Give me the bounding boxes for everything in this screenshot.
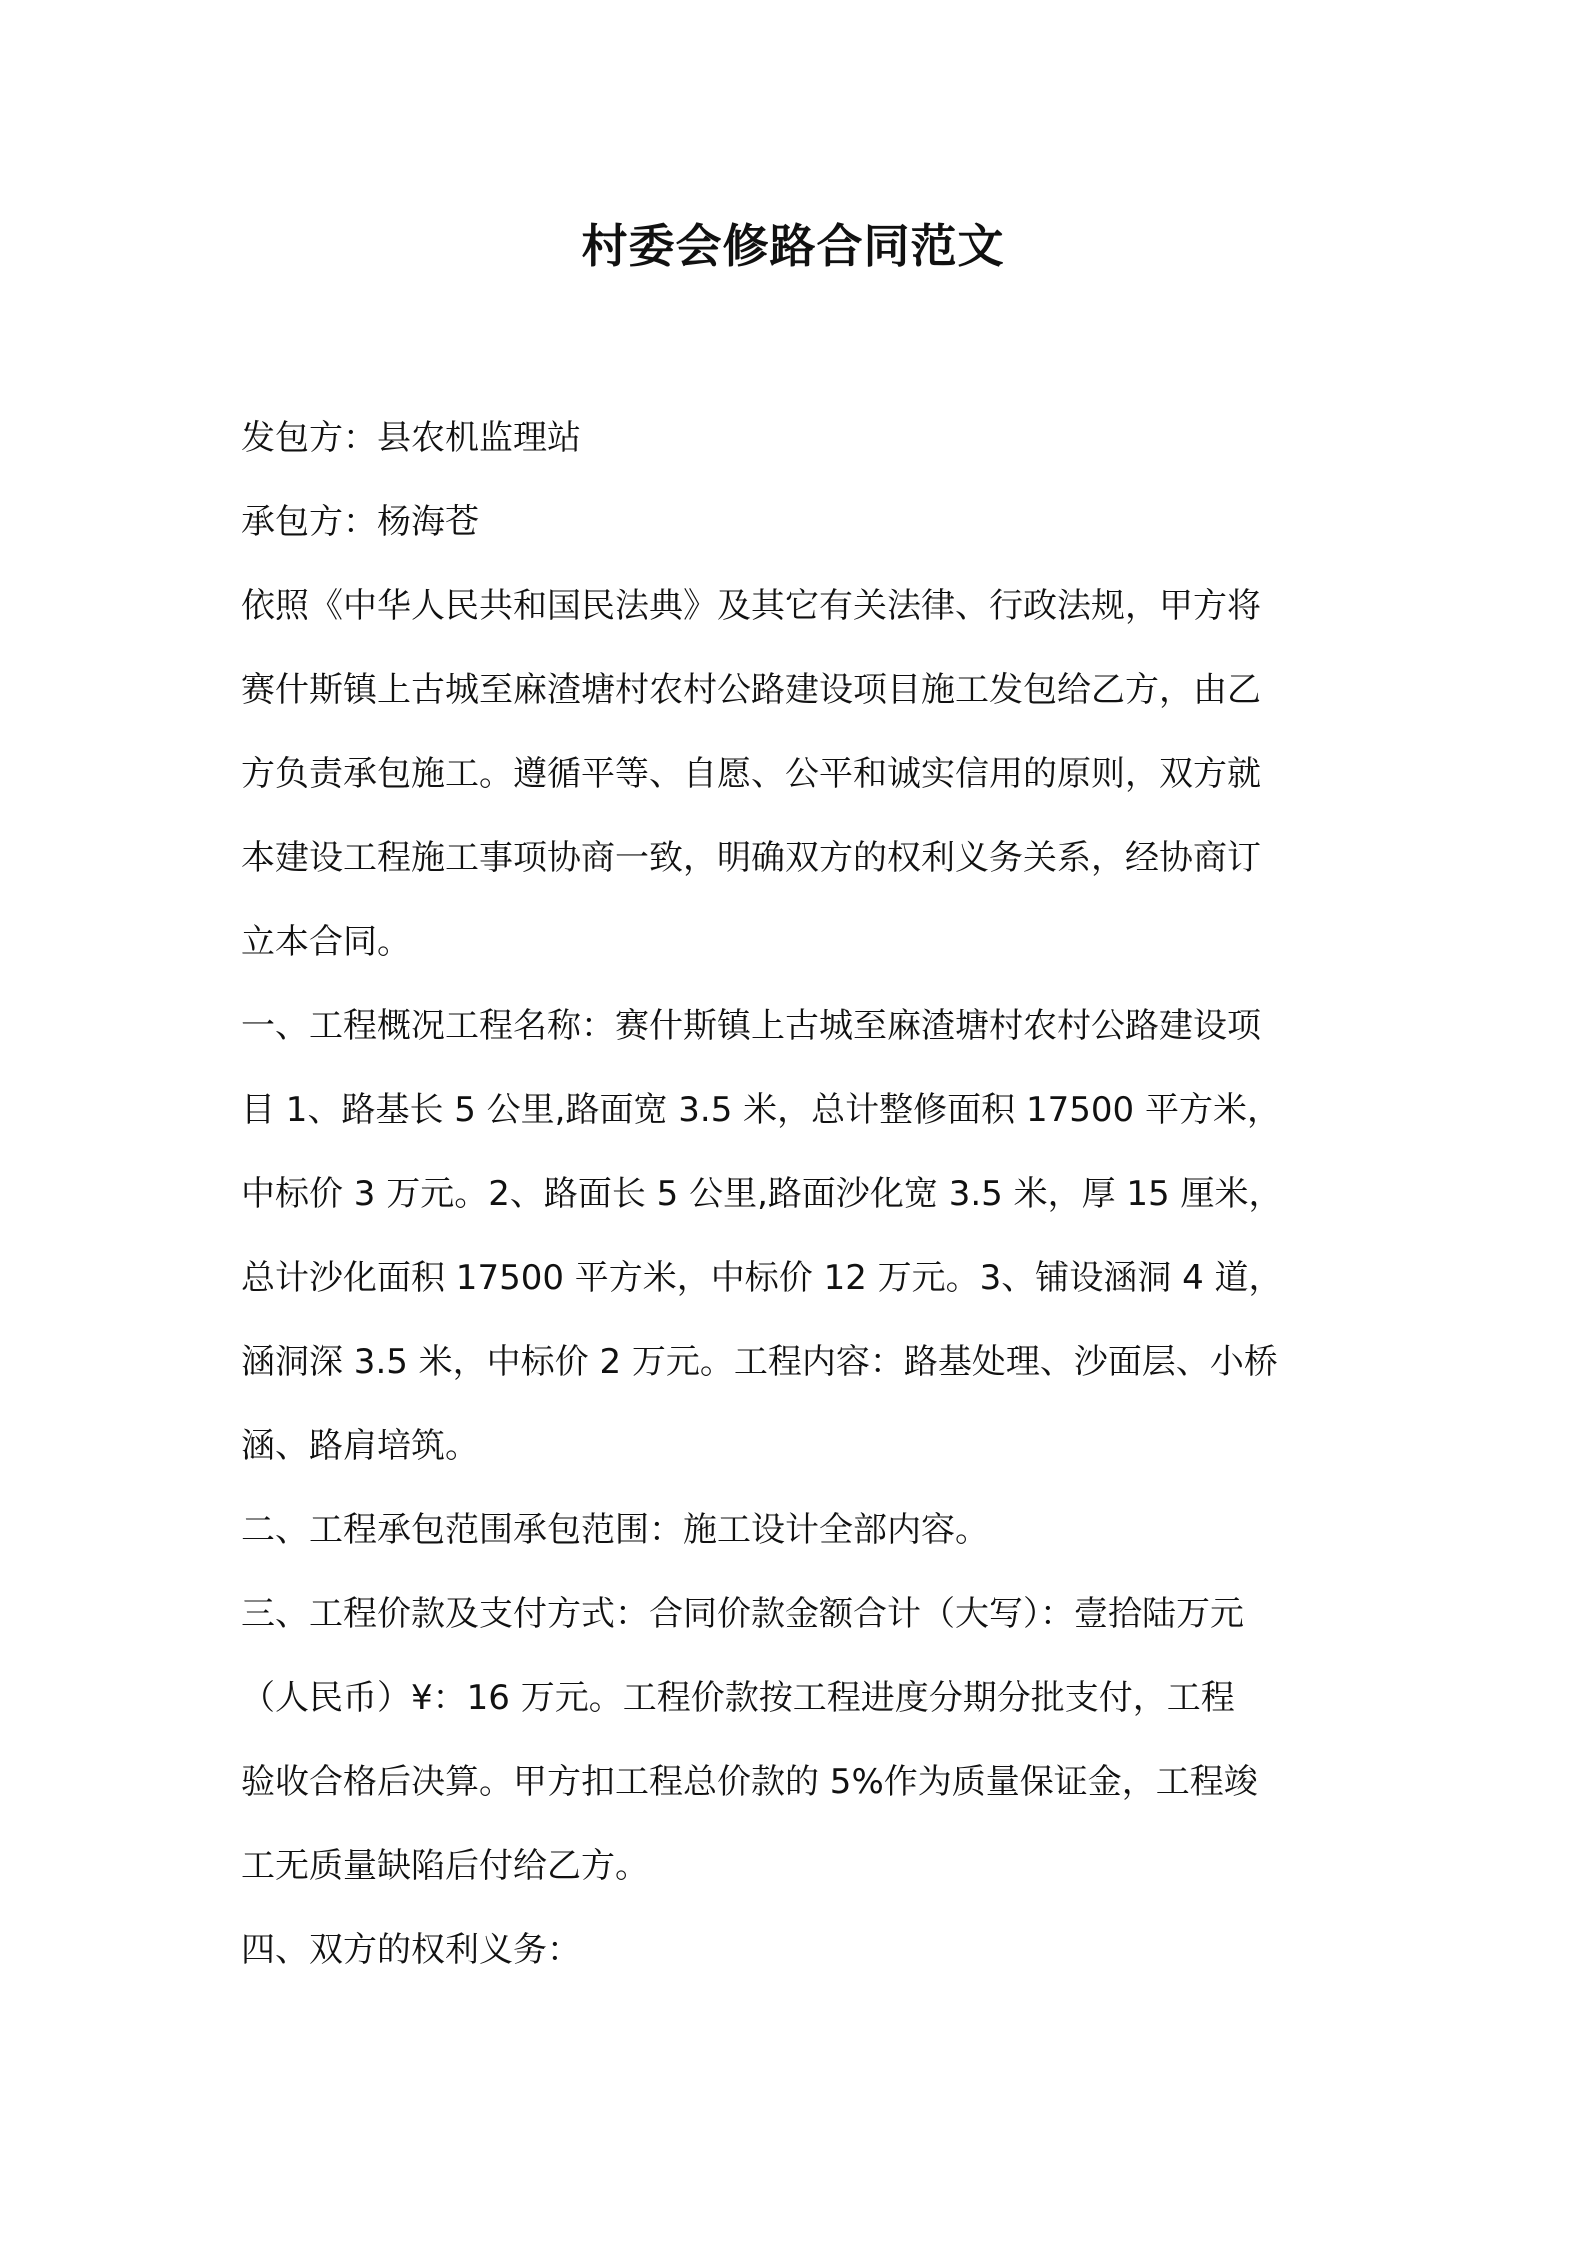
section-three-line: 验收合格后决算。甲方扣工程总价款的 5%作为质量保证金，工程竣 bbox=[241, 1762, 1258, 1802]
document-body bbox=[241, 396, 1353, 1992]
intro-paragraph-line: 赛什斯镇上古城至麻渣塘村农村公路建设项目施工发包给乙方，由乙 bbox=[241, 670, 1261, 710]
intro-paragraph-line: 依照《中华人民共和国民法典》及其它有关法律、行政法规，甲方将 bbox=[241, 586, 1261, 626]
section-one-line: 涵、路肩培筑。 bbox=[241, 1426, 479, 1466]
section-three-line: 三、工程价款及支付方式：合同价款金额合计（大写）：壹拾陆万元 bbox=[241, 1594, 1244, 1634]
section-one-line: 总计沙化面积 17500 平方米，中标价 12 万元。3、铺设涵洞 4 道， bbox=[241, 1258, 1283, 1298]
contractor-receiver-line: 承包方：杨海苍 bbox=[241, 502, 479, 542]
section-three-line: 工无质量缺陷后付给乙方。 bbox=[241, 1846, 649, 1886]
section-one-line: 目 1、路基长 5 公里,路面宽 3.5 米，总计整修面积 17500 平方米， bbox=[241, 1090, 1281, 1130]
section-four-heading: 四、双方的权利义务： bbox=[241, 1930, 581, 1970]
section-two-line: 二、工程承包范围承包范围：施工设计全部内容。 bbox=[241, 1510, 989, 1550]
contractor-issuer-line: 发包方：县农机监理站 bbox=[241, 418, 581, 458]
section-one-line: 中标价 3 万元。2、路面长 5 公里,路面沙化宽 3.5 米，厚 15 厘米， bbox=[241, 1174, 1283, 1214]
section-one-line: 一、工程概况工程名称：赛什斯镇上古城至麻渣塘村农村公路建设项 bbox=[241, 1006, 1261, 1046]
intro-paragraph-line: 方负责承包施工。遵循平等、自愿、公平和诚实信用的原则，双方就 bbox=[241, 754, 1261, 794]
intro-paragraph-line: 本建设工程施工事项协商一致，明确双方的权利义务关系，经协商订 bbox=[241, 838, 1261, 878]
document-title: 村委会修路合同范文 bbox=[581, 219, 1005, 273]
section-three-line: （人民币）¥：16 万元。工程价款按工程进度分期分批支付，工程 bbox=[241, 1678, 1235, 1718]
section-one-line: 涵洞深 3.5 米，中标价 2 万元。工程内容：路基处理、沙面层、小桥 bbox=[241, 1342, 1278, 1382]
intro-paragraph-line: 立本合同。 bbox=[241, 922, 411, 962]
